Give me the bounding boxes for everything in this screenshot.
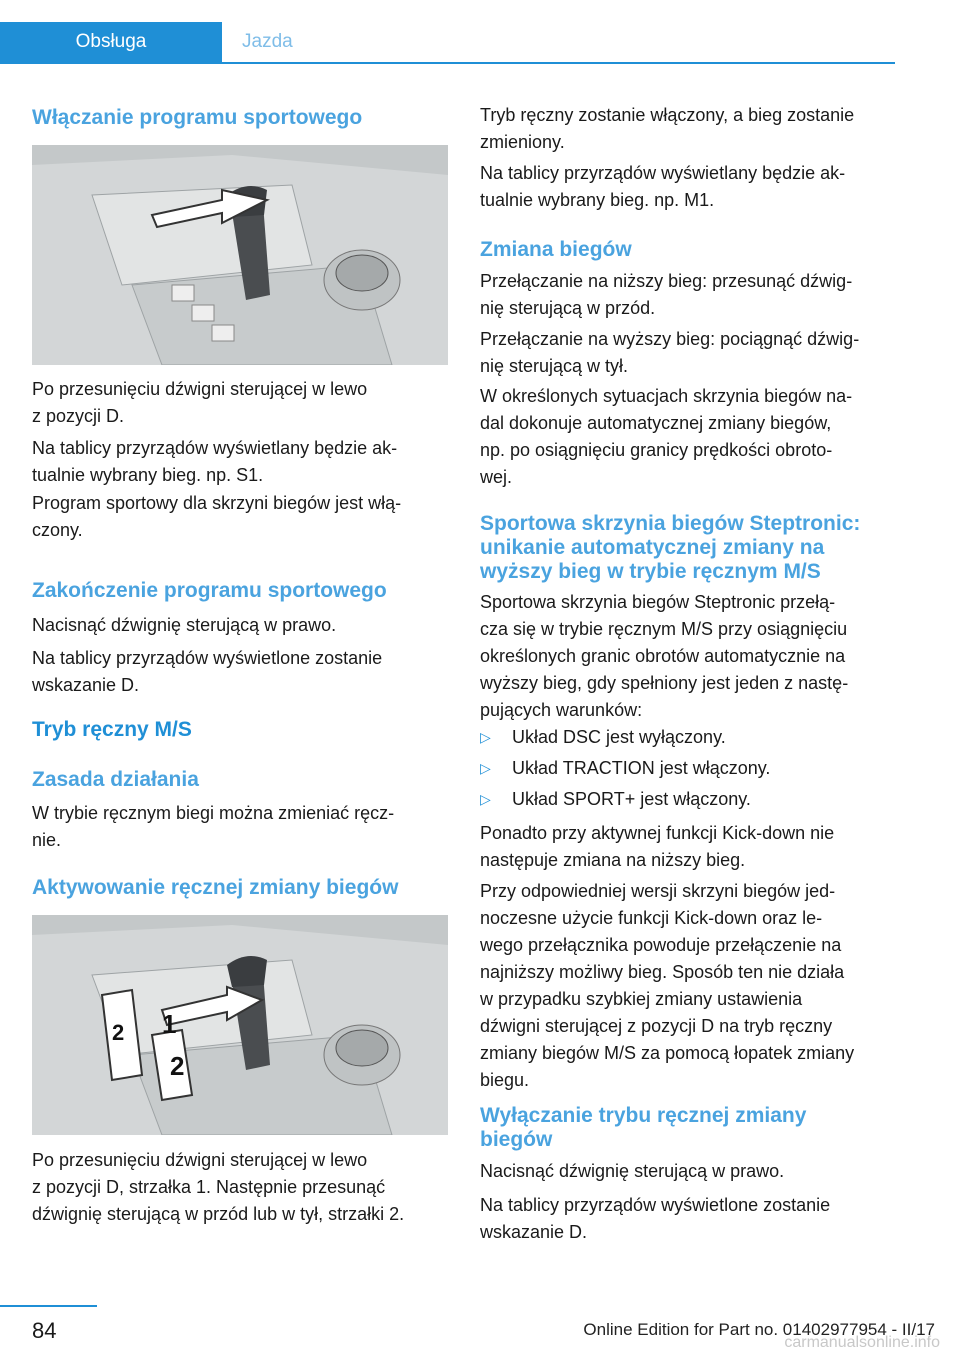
gear-selector-arrows-illustration [32, 915, 448, 1135]
watermark: carmanualsonline.info [784, 1334, 940, 1351]
heading-manual-activate: Aktywowanie ręcznej zmiany biegów [32, 876, 399, 899]
gear-selector-image-1 [32, 145, 448, 365]
heading-sport-on: Włączanie programu sportowego [32, 106, 363, 129]
text-downshift: Przełączanie na niższy bieg: przesunąć dźwig‐ nię sterującą w przód. [480, 271, 853, 318]
heading-steptronic: Sportowa skrzynia biegów Steptronic: unikanie automatycznej zmiany na wyższy bieg w trybie ręcznym M/S [480, 512, 861, 583]
triangle-bullet-icon: ▷ [480, 729, 491, 745]
text-kickdown-2: Przy odpowiedniej wersji skrzyni biegów jed‐ noczesne użycie funkcji Kick-down oraz le‐ wego przełącznika powoduje przełączenie na najniższy możliwy bieg. Sposób ten nie działa w przypadku szybkiej zmiany ustawienia dźwigni sterującej z pozycji D na tryb ręczny zmiany biegów M/S za pomocą łopatek zmiany biegu. [480, 881, 855, 1090]
section-tabs [0, 22, 895, 64]
page-number: 84 [32, 1318, 57, 1343]
heading-manual-off: Wyłączanie trybu ręcznej zmiany biegów [480, 1104, 807, 1151]
text-manual-off-2: Na tablicy przyrządów wyświetlone zostanie wskazanie D. [480, 1195, 831, 1242]
gear-selector-image-2 [32, 915, 448, 1135]
gear-selector-illustration [32, 145, 448, 365]
text-sport-on-1: Po przesunięciu dźwigni sterującej w lewo z pozycji D. [32, 379, 368, 426]
heading-shift-gears: Zmiana biegów [480, 238, 632, 261]
text-steptronic: Sportowa skrzynia biegów Steptronic przełą‐ cza się w trybie ręcznym M/S przy osiągnięciu określonych granic obrotów automatycznie na wyższy bieg, gdy spełniony jest jeden z nastę‐ pujących warunków: [480, 592, 849, 720]
text-upshift: Przełączanie na wyższy bieg: pociągnąć dźwig‐ nię sterującą w tył. [480, 329, 860, 376]
text-sport-on-3: Program sportowy dla skrzyni biegów jest włą‐ czony. [32, 493, 402, 540]
arrow-label-2a: 2 [112, 1020, 125, 1045]
text-principle: W trybie ręcznym biegi można zmieniać ręcz‐ nie. [32, 803, 395, 850]
footer-rule [0, 1305, 97, 1307]
list-item: ▷ Układ SPORT+ jest włączony. [480, 786, 910, 813]
text-display-m1: Na tablicy przyrządów wyświetlany będzie ak‐ tualnie wybrany bieg. np. M1. [480, 163, 846, 210]
text-sport-on-2: Na tablicy przyrządów wyświetlany będzie ak‐ tualnie wybrany bieg. np. S1. [32, 438, 398, 485]
text-auto-shift: W określonych sytuacjach skrzynia biegów na‐ dal dokonuje automatycznej zmiany biegów, np. po osiągnięciu granicy prędkości obroto‐ wej. [480, 386, 853, 487]
text-kickdown-1: Ponadto przy aktywnej funkcji Kick-down nie następuje zmiana na niższy bieg. [480, 823, 835, 870]
heading-manual-mode: Tryb ręczny M/S [32, 718, 192, 741]
text-sport-off-2: Na tablicy przyrządów wyświetlone zostanie wskazanie D. [32, 648, 383, 695]
triangle-bullet-icon: ▷ [480, 760, 491, 776]
heading-principle: Zasada działania [32, 768, 199, 791]
triangle-bullet-icon: ▷ [480, 791, 491, 807]
text-manual-activate: Po przesunięciu dźwigni sterującej w lewo z pozycji D, strzałka 1. Następnie przesunąć dźwignię sterującą w przód lub w tył, strzałki 2. [32, 1150, 405, 1224]
arrow-label-2b: 2 [170, 1051, 185, 1081]
text-sport-off-1: Nacisnąć dźwignię sterującą w prawo. [32, 615, 337, 635]
tab-jazda[interactable]: Jazda [242, 31, 293, 52]
tab-obsluga[interactable]: Obsługa [0, 22, 222, 62]
edition-note: Online Edition for Part no. 01402977954 - II/17 [583, 1320, 935, 1339]
list-item: ▷ Układ DSC jest wyłączony. [480, 724, 910, 751]
text-manual-off-1: Nacisnąć dźwignię sterującą w prawo. [480, 1161, 785, 1181]
conditions-list [480, 724, 910, 813]
arrow-label-1: 1 [162, 1009, 177, 1039]
heading-sport-off: Zakończenie programu sportowego [32, 579, 387, 602]
text-manual-on: Tryb ręczny zostanie włączony, a bieg zostanie zmieniony. [480, 105, 855, 152]
list-item: ▷ Układ TRACTION jest włączony. [480, 755, 910, 782]
